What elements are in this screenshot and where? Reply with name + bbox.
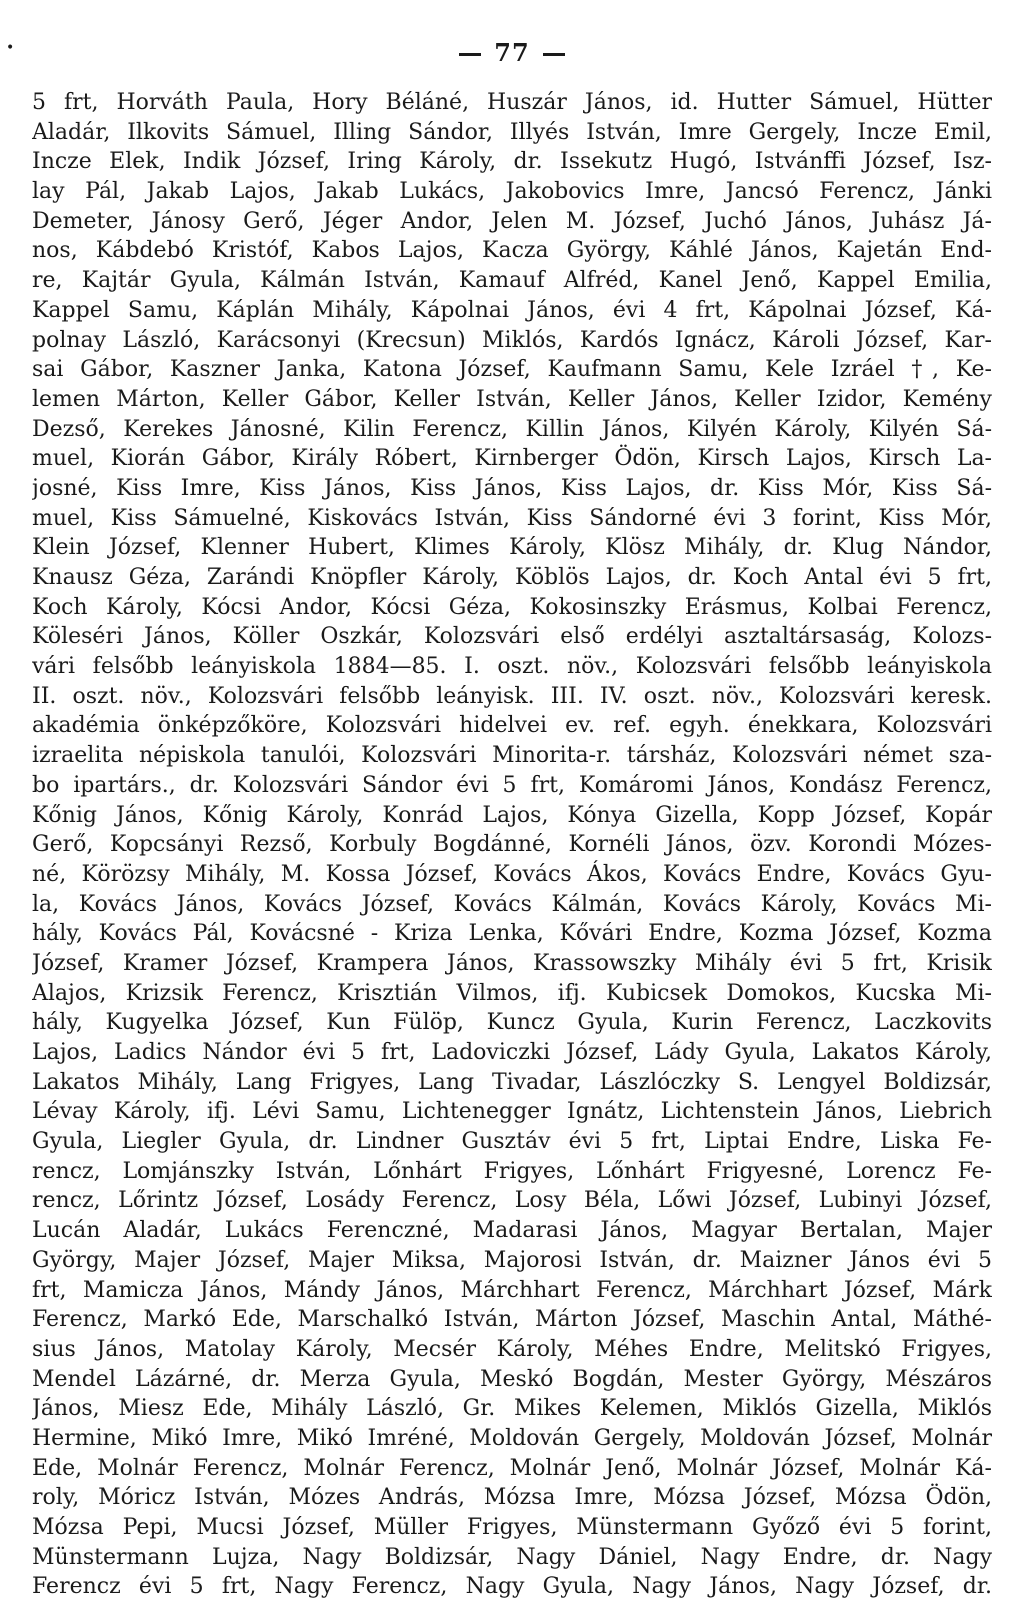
page-number-text: 77 bbox=[494, 38, 530, 67]
text-line: Kőnig János, Kőnig Károly, Konrád Lajos, Kónya Gizella, Kopp József, Kopár bbox=[32, 802, 992, 828]
text-line: frt, Mamicza János, Mándy János, Márchhart Ferencz, Márchhart József, Márk bbox=[32, 1277, 992, 1303]
text-line: la, Kovács János, Kovács József, Kovács Kálmán, Kovács Károly, Kovács Mi- bbox=[32, 891, 992, 917]
text-line: Gyula, Liegler Gyula, dr. Lindner Gusztáv évi 5 frt, Liptai Endre, Liska Fe- bbox=[32, 1129, 992, 1155]
corner-mark: • bbox=[6, 40, 15, 56]
text-line: Lucán Aladár, Lukács Ferenczné, Madarasi János, Magyar Bertalan, Majer bbox=[32, 1218, 992, 1244]
text-line: Alajos, Krizsik Ferencz, Krisztián Vilmos, ifj. Kubicsek Domokos, Kucska Mi- bbox=[32, 980, 992, 1006]
text-line: Dezső, Kerekes Jánosné, Kilin Ferencz, Killin János, Kilyén Károly, Kilyén Sá- bbox=[32, 416, 992, 442]
page-number-dash-left bbox=[459, 53, 481, 56]
text-line: II. oszt. növ., Kolozsvári felsőbb leányisk. III. IV. oszt. növ., Kolozsvári keresk. bbox=[32, 683, 992, 709]
text-line: roly, Móricz István, Mózes András, Mózsa Imre, Mózsa József, Mózsa Ödön, bbox=[32, 1485, 992, 1511]
text-line: Lakatos Mihály, Lang Frigyes, Lang Tivadar, Lászlóczky S. Lengyel Boldizsár, bbox=[32, 1069, 992, 1095]
text-line: 5 frt, Horváth Paula, Hory Béláné, Huszár János, id. Hutter Sámuel, Hütter bbox=[32, 90, 992, 115]
text-line: hály, Kugyelka József, Kun Fülöp, Kuncz Gyula, Kurin Ferencz, Laczkovits bbox=[32, 1010, 992, 1036]
text-line: Aladár, Ilkovits Sámuel, Illing Sándor, Illyés István, Imre Gergely, Incze Emil, bbox=[32, 119, 992, 145]
text-line: sius János, Matolay Károly, Mecsér Károly, Méhes Endre, Melitskó Frigyes, bbox=[32, 1336, 992, 1362]
text-line: lemen Márton, Keller Gábor, Keller István, Keller János, Keller Izidor, Kemény bbox=[32, 386, 992, 412]
text-line: Klein József, Klenner Hubert, Klimes Károly, Klösz Mihály, dr. Klug Nándor, bbox=[32, 535, 992, 561]
text-line: hály, Kovács Pál, Kovácsné - Kriza Lenka, Kővári Endre, Kozma József, Kozma bbox=[32, 921, 992, 947]
text-line: rencz, Lomjánszky István, Lőnhárt Frigyes, Lőnhárt Frigyesné, Lorencz Fe- bbox=[32, 1158, 992, 1184]
text-line: né, Körözsy Mihály, M. Kossa József, Kovács Ákos, Kovács Endre, Kovács Gyu- bbox=[32, 861, 992, 887]
text-line: Mózsa Pepi, Mucsi József, Müller Frigyes, Münstermann Győző évi 5 forint, bbox=[32, 1515, 992, 1540]
text-line: Lajos, Ladics Nándor évi 5 frt, Ladoviczki József, Lády Gyula, Lakatos Károly, bbox=[32, 1040, 992, 1065]
text-line: Koch Károly, Kócsi Andor, Kócsi Géza, Kokosinszky Erásmus, Kolbai Ferencz, bbox=[32, 594, 992, 620]
text-line: József, Kramer József, Krampera János, Krassowszky Mihály évi 5 frt, Krisik bbox=[32, 950, 992, 976]
text-line: Ede, Molnár Ferencz, Molnár Ferencz, Molnár Jenő, Molnár József, Molnár Ká- bbox=[32, 1455, 992, 1481]
text-line: János, Miesz Ede, Mihály László, Gr. Mikes Kelemen, Miklós Gizella, Miklós bbox=[32, 1396, 992, 1422]
text-line: rencz, Lőrintz József, Losády Ferencz, Losy Béla, Lőwi József, Lubinyi József, bbox=[32, 1188, 992, 1214]
text-line: Köleséri János, Köller Oszkár, Kolozsvári első erdélyi asztaltársaság, Kolozs- bbox=[32, 624, 992, 650]
page-number bbox=[0, 38, 1024, 67]
text-line: re, Kajtár Gyula, Kálmán István, Kamauf Alfréd, Kanel Jenő, Kappel Emilia, bbox=[32, 268, 992, 294]
text-line: bo ipartárs., dr. Kolozsvári Sándor évi 5 frt, Komáromi János, Kondász Ferencz, bbox=[32, 772, 992, 798]
text-line: akadémia önképzőköre, Kolozsvári hidelvei ev. ref. egyh. énekkara, Kolozsvári bbox=[32, 713, 992, 739]
body-text bbox=[32, 88, 992, 1602]
text-line: Knausz Géza, Zarándi Knöpfler Károly, Köblös Lajos, dr. Koch Antal évi 5 frt, bbox=[32, 565, 992, 590]
text-line: Münstermann Lujza, Nagy Boldizsár, Nagy Dániel, Nagy Endre, dr. Nagy bbox=[32, 1544, 992, 1570]
text-line: Mendel Lázárné, dr. Merza Gyula, Meskó Bogdán, Mester György, Mészáros bbox=[32, 1366, 992, 1392]
text-line: Ferencz évi 5 frt, Nagy Ferencz, Nagy Gyula, Nagy János, Nagy József, dr. bbox=[32, 1574, 992, 1600]
text-line: Demeter, Jánosy Gerő, Jéger Andor, Jelen M. József, Juchó János, Juhász Já- bbox=[32, 208, 992, 234]
text-line: josné, Kiss Imre, Kiss János, Kiss János, Kiss Lajos, dr. Kiss Mór, Kiss Sá- bbox=[32, 475, 992, 501]
text-line: Incze Elek, Indik József, Iring Károly, dr. Issekutz Hugó, Istvánffi József, Isz- bbox=[32, 149, 992, 175]
text-line: Lévay Károly, ifj. Lévi Samu, Lichtenegger Ignátz, Lichtenstein János, Liebrich bbox=[32, 1099, 992, 1125]
text-line: Hermine, Mikó Imre, Mikó Imréné, Moldován Gergely, Moldován József, Molnár bbox=[32, 1425, 992, 1451]
text-line: polnay László, Karácsonyi (Krecsun) Miklós, Kardós Ignácz, Károli József, Kar- bbox=[32, 327, 992, 353]
page-number-dash-right bbox=[543, 53, 565, 56]
text-line: Kappel Samu, Káplán Mihály, Kápolnai János, évi 4 frt, Kápolnai József, Ká- bbox=[32, 297, 992, 323]
text-line: sai Gábor, Kaszner Janka, Katona József, Kaufmann Samu, Kele Izráel †, Ke- bbox=[32, 357, 992, 383]
text-line: vári felsőbb leányiskola 1884—85. I. oszt. növ., Kolozsvári felsőbb leányiskola bbox=[32, 654, 992, 680]
text-line: nos, Kábdebó Kristóf, Kabos Lajos, Kacza György, Káhlé János, Kajetán End- bbox=[32, 238, 992, 264]
text-line: György, Majer József, Majer Miksa, Majorosi István, dr. Maizner János évi 5 bbox=[32, 1247, 992, 1273]
text-line: Gerő, Kopcsányi Rezső, Korbuly Bogdánné, Kornéli János, özv. Korondi Mózes- bbox=[32, 832, 992, 858]
text-line: lay Pál, Jakab Lajos, Jakab Lukács, Jakobovics Imre, Jancsó Ferencz, Jánki bbox=[32, 179, 992, 205]
text-line: muel, Kiss Sámuelné, Kiskovács István, Kiss Sándorné évi 3 forint, Kiss Mór, bbox=[32, 505, 992, 531]
text-line: izraelita népiskola tanulói, Kolozsvári Minorita-r. társház, Kolozsvári német sza- bbox=[32, 743, 992, 769]
text-line: Ferencz, Markó Ede, Marschalkó István, Márton József, Maschin Antal, Máthé- bbox=[32, 1307, 992, 1333]
text-line: muel, Kiorán Gábor, Király Róbert, Kirnberger Ödön, Kirsch Lajos, Kirsch La- bbox=[32, 446, 992, 472]
